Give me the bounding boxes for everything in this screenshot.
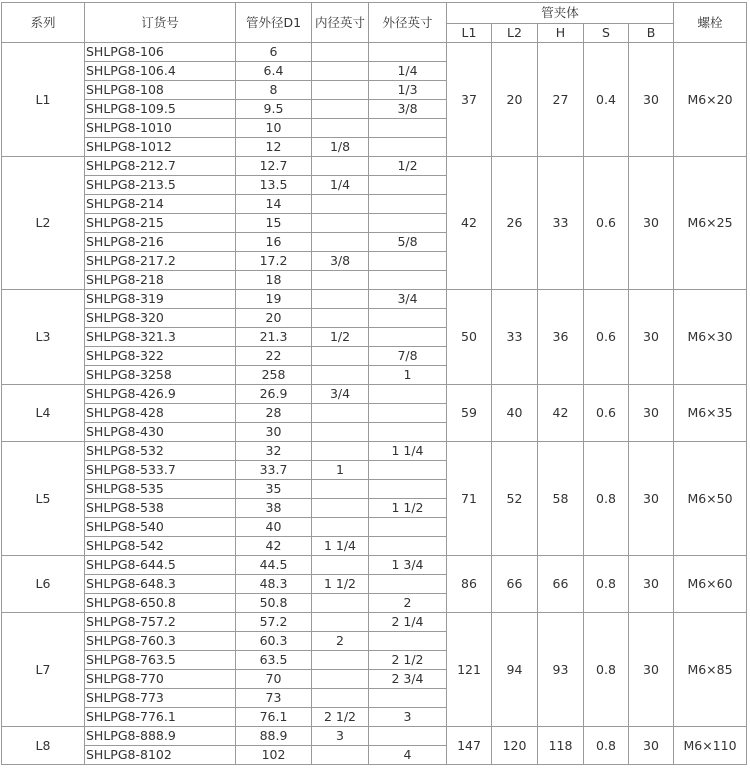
outer-inch-cell <box>369 271 447 290</box>
order-code-cell: SHLPG8-644.5 <box>85 556 236 575</box>
inner-inch-cell: 2 <box>312 632 369 651</box>
l2-cell: 20 <box>492 43 538 157</box>
outer-inch-cell: 1 3/4 <box>369 556 447 575</box>
l2-cell: 66 <box>492 556 538 613</box>
bolt-cell: M6×30 <box>674 290 747 385</box>
pipe-clamp-spec-table <box>1 2 747 765</box>
outer-inch-cell: 3/8 <box>369 100 447 119</box>
l1-cell: 42 <box>447 157 492 290</box>
pipe-od-cell: 13.5 <box>236 176 312 195</box>
order-code-cell: SHLPG8-106 <box>85 43 236 62</box>
pipe-od-cell: 102 <box>236 746 312 765</box>
b-cell: 30 <box>629 556 674 613</box>
inner-inch-cell <box>312 746 369 765</box>
table-row <box>2 157 747 176</box>
order-code-cell: SHLPG8-430 <box>85 423 236 442</box>
l1-cell: 50 <box>447 290 492 385</box>
inner-inch-cell <box>312 480 369 499</box>
inner-inch-cell <box>312 43 369 62</box>
outer-inch-cell: 1/3 <box>369 81 447 100</box>
b-cell: 30 <box>629 385 674 442</box>
series-cell: L7 <box>2 613 85 727</box>
order-code-cell: SHLPG8-319 <box>85 290 236 309</box>
table-row <box>2 442 747 461</box>
pipe-od-cell: 38 <box>236 499 312 518</box>
s-cell: 0.6 <box>584 385 629 442</box>
outer-inch-cell: 1/4 <box>369 62 447 81</box>
inner-inch-cell: 1 <box>312 461 369 480</box>
outer-inch-cell <box>369 575 447 594</box>
header-row-main <box>2 3 747 24</box>
order-code-cell: SHLPG8-532 <box>85 442 236 461</box>
h-cell: 36 <box>538 290 584 385</box>
table-row <box>2 43 747 62</box>
pipe-od-cell: 44.5 <box>236 556 312 575</box>
outer-inch-cell <box>369 727 447 746</box>
pipe-od-cell: 12.7 <box>236 157 312 176</box>
inner-inch-cell <box>312 290 369 309</box>
order-code-cell: SHLPG8-216 <box>85 233 236 252</box>
pipe-od-cell: 15 <box>236 214 312 233</box>
table-row <box>2 290 747 309</box>
h-cell: 27 <box>538 43 584 157</box>
inner-inch-cell <box>312 309 369 328</box>
header-l2: L2 <box>492 24 538 43</box>
outer-inch-cell <box>369 119 447 138</box>
outer-inch-cell <box>369 632 447 651</box>
pipe-od-cell: 50.8 <box>236 594 312 613</box>
outer-inch-cell <box>369 537 447 556</box>
l2-cell: 52 <box>492 442 538 556</box>
inner-inch-cell: 3 <box>312 727 369 746</box>
bolt-cell: M6×60 <box>674 556 747 613</box>
bolt-cell: M6×50 <box>674 442 747 556</box>
pipe-od-cell: 28 <box>236 404 312 423</box>
header-h: H <box>538 24 584 43</box>
order-code-cell: SHLPG8-1012 <box>85 138 236 157</box>
order-code-cell: SHLPG8-542 <box>85 537 236 556</box>
order-code-cell: SHLPG8-648.3 <box>85 575 236 594</box>
header-series: 系列 <box>2 3 85 43</box>
inner-inch-cell <box>312 233 369 252</box>
b-cell: 30 <box>629 157 674 290</box>
order-code-cell: SHLPG8-773 <box>85 689 236 708</box>
outer-inch-cell <box>369 43 447 62</box>
pipe-od-cell: 16 <box>236 233 312 252</box>
outer-inch-cell <box>369 252 447 271</box>
outer-inch-cell <box>369 518 447 537</box>
order-code-cell: SHLPG8-1010 <box>85 119 236 138</box>
table-row <box>2 556 747 575</box>
s-cell: 0.8 <box>584 442 629 556</box>
inner-inch-cell <box>312 518 369 537</box>
order-code-cell: SHLPG8-320 <box>85 309 236 328</box>
pipe-od-cell: 42 <box>236 537 312 556</box>
inner-inch-cell: 1 1/2 <box>312 575 369 594</box>
header-pipe-od: 管外径D1 <box>236 3 312 43</box>
order-code-cell: SHLPG8-3258 <box>85 366 236 385</box>
outer-inch-cell: 3/4 <box>369 290 447 309</box>
inner-inch-cell <box>312 119 369 138</box>
inner-inch-cell <box>312 499 369 518</box>
pipe-od-cell: 12 <box>236 138 312 157</box>
inner-inch-cell <box>312 594 369 613</box>
inner-inch-cell <box>312 195 369 214</box>
inner-inch-cell <box>312 670 369 689</box>
l2-cell: 26 <box>492 157 538 290</box>
order-code-cell: SHLPG8-760.3 <box>85 632 236 651</box>
b-cell: 30 <box>629 290 674 385</box>
series-cell: L2 <box>2 157 85 290</box>
order-code-cell: SHLPG8-108 <box>85 81 236 100</box>
pipe-od-cell: 70 <box>236 670 312 689</box>
outer-inch-cell: 4 <box>369 746 447 765</box>
outer-inch-cell: 1 1/4 <box>369 442 447 461</box>
order-code-cell: SHLPG8-650.8 <box>85 594 236 613</box>
order-code-cell: SHLPG8-426.9 <box>85 385 236 404</box>
pipe-od-cell: 9.5 <box>236 100 312 119</box>
outer-inch-cell <box>369 404 447 423</box>
outer-inch-cell: 7/8 <box>369 347 447 366</box>
pipe-od-cell: 6.4 <box>236 62 312 81</box>
inner-inch-cell: 2 1/2 <box>312 708 369 727</box>
h-cell: 66 <box>538 556 584 613</box>
h-cell: 42 <box>538 385 584 442</box>
pipe-od-cell: 21.3 <box>236 328 312 347</box>
l2-cell: 33 <box>492 290 538 385</box>
header-b: B <box>629 24 674 43</box>
pipe-od-cell: 30 <box>236 423 312 442</box>
order-code-cell: SHLPG8-215 <box>85 214 236 233</box>
pipe-od-cell: 60.3 <box>236 632 312 651</box>
l1-cell: 86 <box>447 556 492 613</box>
header-order-code: 订货号 <box>85 3 236 43</box>
outer-inch-cell: 1 1/2 <box>369 499 447 518</box>
bolt-cell: M6×25 <box>674 157 747 290</box>
pipe-od-cell: 8 <box>236 81 312 100</box>
series-cell: L1 <box>2 43 85 157</box>
b-cell: 30 <box>629 43 674 157</box>
b-cell: 30 <box>629 727 674 765</box>
inner-inch-cell <box>312 214 369 233</box>
outer-inch-cell <box>369 328 447 347</box>
outer-inch-cell <box>369 214 447 233</box>
outer-inch-cell <box>369 385 447 404</box>
l1-cell: 37 <box>447 43 492 157</box>
inner-inch-cell: 3/4 <box>312 385 369 404</box>
outer-inch-cell <box>369 309 447 328</box>
l1-cell: 147 <box>447 727 492 765</box>
order-code-cell: SHLPG8-757.2 <box>85 613 236 632</box>
order-code-cell: SHLPG8-540 <box>85 518 236 537</box>
inner-inch-cell: 1/4 <box>312 176 369 195</box>
s-cell: 0.8 <box>584 556 629 613</box>
inner-inch-cell: 1/2 <box>312 328 369 347</box>
pipe-od-cell: 20 <box>236 309 312 328</box>
outer-inch-cell: 1/2 <box>369 157 447 176</box>
inner-inch-cell <box>312 651 369 670</box>
inner-inch-cell <box>312 81 369 100</box>
inner-inch-cell: 3/8 <box>312 252 369 271</box>
inner-inch-cell <box>312 271 369 290</box>
s-cell: 0.6 <box>584 290 629 385</box>
order-code-cell: SHLPG8-321.3 <box>85 328 236 347</box>
outer-inch-cell: 2 1/2 <box>369 651 447 670</box>
l1-cell: 71 <box>447 442 492 556</box>
series-cell: L3 <box>2 290 85 385</box>
order-code-cell: SHLPG8-322 <box>85 347 236 366</box>
pipe-od-cell: 17.2 <box>236 252 312 271</box>
inner-inch-cell: 1 1/4 <box>312 537 369 556</box>
inner-inch-cell <box>312 423 369 442</box>
series-cell: L8 <box>2 727 85 765</box>
outer-inch-cell <box>369 423 447 442</box>
inner-inch-cell <box>312 613 369 632</box>
pipe-od-cell: 63.5 <box>236 651 312 670</box>
bolt-cell: M6×35 <box>674 385 747 442</box>
inner-inch-cell <box>312 100 369 119</box>
pipe-od-cell: 57.2 <box>236 613 312 632</box>
order-code-cell: SHLPG8-213.5 <box>85 176 236 195</box>
pipe-od-cell: 22 <box>236 347 312 366</box>
bolt-cell: M6×85 <box>674 613 747 727</box>
order-code-cell: SHLPG8-888.9 <box>85 727 236 746</box>
outer-inch-cell <box>369 195 447 214</box>
series-cell: L5 <box>2 442 85 556</box>
order-code-cell: SHLPG8-8102 <box>85 746 236 765</box>
outer-inch-cell: 1 <box>369 366 447 385</box>
series-cell: L6 <box>2 556 85 613</box>
header-inner-inch: 内径英寸 <box>312 3 369 43</box>
h-cell: 93 <box>538 613 584 727</box>
l1-cell: 59 <box>447 385 492 442</box>
table-row <box>2 385 747 404</box>
h-cell: 33 <box>538 157 584 290</box>
s-cell: 0.4 <box>584 43 629 157</box>
outer-inch-cell: 2 <box>369 594 447 613</box>
table-row <box>2 727 747 746</box>
pipe-od-cell: 40 <box>236 518 312 537</box>
inner-inch-cell <box>312 442 369 461</box>
s-cell: 0.6 <box>584 157 629 290</box>
inner-inch-cell: 1/8 <box>312 138 369 157</box>
inner-inch-cell <box>312 404 369 423</box>
header-bolt: 螺栓 <box>674 3 747 43</box>
order-code-cell: SHLPG8-763.5 <box>85 651 236 670</box>
outer-inch-cell: 5/8 <box>369 233 447 252</box>
b-cell: 30 <box>629 442 674 556</box>
inner-inch-cell <box>312 556 369 575</box>
outer-inch-cell <box>369 176 447 195</box>
pipe-od-cell: 6 <box>236 43 312 62</box>
order-code-cell: SHLPG8-109.5 <box>85 100 236 119</box>
pipe-od-cell: 18 <box>236 271 312 290</box>
pipe-od-cell: 73 <box>236 689 312 708</box>
header-clamp-body: 管夹体 <box>447 3 674 24</box>
bolt-cell: M6×20 <box>674 43 747 157</box>
pipe-od-cell: 26.9 <box>236 385 312 404</box>
outer-inch-cell <box>369 461 447 480</box>
order-code-cell: SHLPG8-106.4 <box>85 62 236 81</box>
h-cell: 118 <box>538 727 584 765</box>
pipe-od-cell: 14 <box>236 195 312 214</box>
order-code-cell: SHLPG8-217.2 <box>85 252 236 271</box>
table-row <box>2 613 747 632</box>
order-code-cell: SHLPG8-428 <box>85 404 236 423</box>
outer-inch-cell: 3 <box>369 708 447 727</box>
outer-inch-cell: 2 1/4 <box>369 613 447 632</box>
header-outer-inch: 外径英寸 <box>369 3 447 43</box>
outer-inch-cell: 2 3/4 <box>369 670 447 689</box>
order-code-cell: SHLPG8-214 <box>85 195 236 214</box>
inner-inch-cell <box>312 62 369 81</box>
outer-inch-cell <box>369 689 447 708</box>
pipe-od-cell: 35 <box>236 480 312 499</box>
outer-inch-cell <box>369 480 447 499</box>
pipe-od-cell: 19 <box>236 290 312 309</box>
h-cell: 58 <box>538 442 584 556</box>
s-cell: 0.8 <box>584 613 629 727</box>
b-cell: 30 <box>629 613 674 727</box>
order-code-cell: SHLPG8-218 <box>85 271 236 290</box>
l2-cell: 94 <box>492 613 538 727</box>
pipe-od-cell: 33.7 <box>236 461 312 480</box>
l2-cell: 120 <box>492 727 538 765</box>
order-code-cell: SHLPG8-770 <box>85 670 236 689</box>
inner-inch-cell <box>312 157 369 176</box>
order-code-cell: SHLPG8-212.7 <box>85 157 236 176</box>
inner-inch-cell <box>312 689 369 708</box>
order-code-cell: SHLPG8-776.1 <box>85 708 236 727</box>
outer-inch-cell <box>369 138 447 157</box>
header-l1: L1 <box>447 24 492 43</box>
bolt-cell: M6×110 <box>674 727 747 765</box>
s-cell: 0.8 <box>584 727 629 765</box>
pipe-od-cell: 48.3 <box>236 575 312 594</box>
inner-inch-cell <box>312 347 369 366</box>
l2-cell: 40 <box>492 385 538 442</box>
order-code-cell: SHLPG8-538 <box>85 499 236 518</box>
series-cell: L4 <box>2 385 85 442</box>
order-code-cell: SHLPG8-533.7 <box>85 461 236 480</box>
header-s: S <box>584 24 629 43</box>
pipe-od-cell: 10 <box>236 119 312 138</box>
l1-cell: 121 <box>447 613 492 727</box>
pipe-od-cell: 32 <box>236 442 312 461</box>
order-code-cell: SHLPG8-535 <box>85 480 236 499</box>
pipe-od-cell: 88.9 <box>236 727 312 746</box>
pipe-od-cell: 258 <box>236 366 312 385</box>
inner-inch-cell <box>312 366 369 385</box>
pipe-od-cell: 76.1 <box>236 708 312 727</box>
